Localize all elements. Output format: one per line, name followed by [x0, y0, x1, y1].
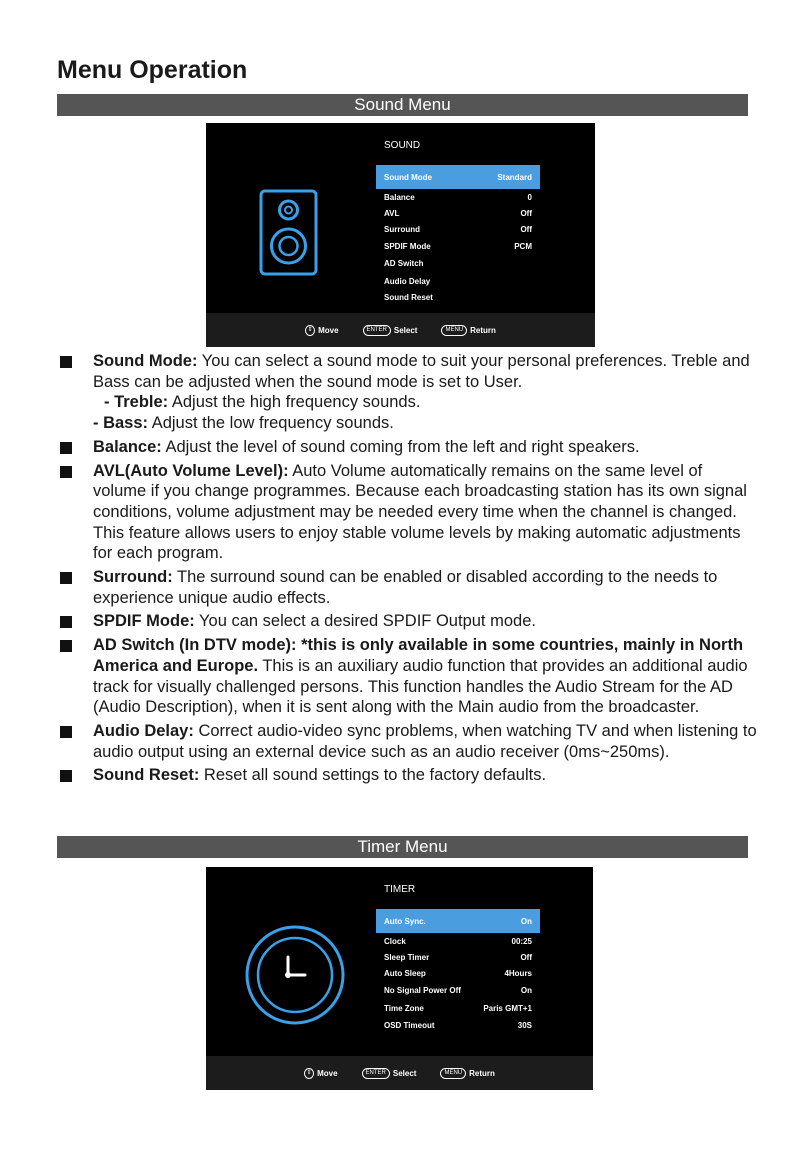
timer-menu-title: TIMER — [384, 884, 416, 895]
page-title: Menu Operation — [57, 56, 248, 84]
desc-sound-reset — [57, 765, 757, 786]
desc-term: Sound Mode: — [93, 352, 198, 370]
desc-avl — [57, 461, 757, 565]
item-value: Paris GMT+1 — [483, 1004, 532, 1013]
bullet-square-icon — [60, 770, 72, 782]
item-value: Off — [520, 209, 532, 218]
item-label: No Signal Power Off — [384, 986, 461, 995]
item-value: Off — [520, 225, 532, 234]
menu-key-icon: MENU — [440, 1068, 466, 1079]
menu-item-time-zone[interactable] — [376, 1000, 540, 1017]
move-hint — [305, 325, 338, 336]
desc-sub-bass — [93, 413, 757, 434]
item-value: Standard — [497, 172, 532, 182]
menu-item-spdif-mode[interactable] — [376, 238, 540, 255]
sub-term: - Treble: — [104, 393, 169, 412]
bullet-square-icon — [60, 356, 72, 368]
desc-spdif-mode — [57, 611, 757, 632]
desc-surround — [57, 567, 757, 608]
bullet-square-icon — [60, 572, 72, 584]
select-hint — [362, 1068, 417, 1079]
desc-audio-delay — [57, 721, 757, 762]
desc-term: SPDIF Mode: — [93, 612, 195, 631]
bullet-square-icon — [60, 640, 72, 652]
clock-icon — [243, 923, 347, 1027]
item-value: PCM — [514, 242, 532, 251]
item-label: AVL — [384, 209, 400, 218]
bullet-square-icon — [60, 726, 72, 738]
desc-text: Adjust the level of sound coming from the left and right speakers. — [161, 437, 640, 456]
move-hint — [304, 1068, 337, 1079]
item-label: SPDIF Mode — [384, 242, 431, 251]
item-label: Sound Reset — [384, 293, 433, 302]
return-label: Return — [469, 1068, 495, 1078]
sub-text: Adjust the high frequency sounds. — [168, 393, 421, 412]
sound-menu-title: SOUND — [384, 140, 421, 151]
item-label: Surround — [384, 225, 420, 234]
move-icon: ⇕ — [305, 325, 315, 336]
select-label: Select — [393, 325, 418, 335]
desc-term: Audio Delay: — [93, 721, 194, 740]
item-value: 00:25 — [511, 937, 532, 946]
select-label: Select — [392, 1068, 417, 1078]
bullet-square-icon — [60, 616, 72, 628]
return-hint — [441, 325, 495, 336]
speaker-icon — [256, 188, 326, 278]
item-label: OSD Timeout — [384, 1021, 435, 1030]
item-label: Auto Sleep — [384, 969, 426, 978]
select-hint — [363, 325, 418, 336]
enter-key-icon: ENTER — [362, 1068, 390, 1079]
item-value: 4Hours — [504, 969, 532, 978]
item-label: Sound Mode — [384, 172, 432, 182]
item-label: Clock — [384, 937, 406, 946]
menu-item-sound-mode[interactable] — [376, 165, 540, 189]
menu-item-sound-reset[interactable] — [376, 289, 540, 306]
item-value: On — [520, 986, 532, 995]
menu-item-surround[interactable] — [376, 221, 540, 238]
timer-menu-footer — [206, 1056, 593, 1090]
item-label: Audio Delay — [384, 277, 431, 286]
desc-term: Sound Reset: — [93, 766, 200, 785]
move-label: Move — [317, 1068, 338, 1078]
item-label: AD Switch — [384, 259, 424, 268]
desc-text: You can select a desired SPDIF Output mode. — [194, 612, 536, 631]
menu-item-auto-sleep[interactable] — [376, 965, 540, 982]
item-label: Sleep Timer — [384, 953, 430, 962]
menu-item-sleep-timer[interactable] — [376, 949, 540, 966]
menu-item-auto-sync[interactable] — [376, 909, 540, 933]
menu-key-icon: MENU — [441, 325, 467, 336]
desc-text: You can select a sound mode to suit your personal preferences. Treble and Bass can be adjusted when the sound mode is set to User. — [93, 352, 750, 391]
item-label: Time Zone — [384, 1004, 424, 1013]
desc-term: Balance: — [93, 437, 162, 456]
bullet-square-icon — [60, 442, 72, 454]
return-label: Return — [470, 325, 496, 335]
menu-item-no-signal-power-off[interactable] — [376, 982, 540, 999]
enter-key-icon: ENTER — [363, 325, 391, 336]
desc-text: This is an auxiliary audio function that provides an additional audio track for visually challenged persons. This function handles the Audio Stream for the AD (Audio Description), when it is sent along with the Main audio from the broadcaster. — [93, 656, 748, 717]
item-label: Balance — [384, 193, 415, 202]
menu-item-audio-delay[interactable] — [376, 273, 540, 290]
desc-sound-mode — [57, 351, 757, 434]
desc-text: The surround sound can be enabled or disabled according to the needs to experience unique audio effects. — [93, 568, 718, 607]
desc-sub-treble — [93, 392, 757, 413]
desc-text: Reset all sound settings to the factory defaults. — [199, 766, 547, 785]
menu-item-avl[interactable] — [376, 205, 540, 222]
sub-term: - Bass: — [93, 414, 149, 433]
timer-menu-screen — [206, 867, 593, 1090]
timer-menu-header: Timer Menu — [57, 836, 748, 858]
desc-balance — [57, 437, 757, 458]
item-value: 0 — [527, 193, 532, 202]
menu-item-osd-timeout[interactable] — [376, 1017, 540, 1034]
sound-descriptions — [57, 351, 757, 789]
return-hint — [440, 1068, 494, 1079]
item-value: 30S — [517, 1021, 532, 1030]
sound-menu-screen — [206, 123, 595, 347]
sound-menu-footer — [206, 313, 595, 347]
item-value: On — [520, 916, 532, 926]
menu-item-ad-switch[interactable] — [376, 255, 540, 272]
menu-item-balance[interactable] — [376, 189, 540, 206]
sub-text: Adjust the low frequency sounds. — [148, 414, 394, 433]
desc-term: AD Switch (In DTV mode): *this is only available in some countries, mainly in North America and Europe. — [93, 636, 744, 675]
move-icon: ⇕ — [304, 1068, 314, 1079]
bullet-square-icon — [60, 466, 72, 478]
item-value: Off — [520, 953, 532, 962]
desc-term: Surround: — [93, 568, 173, 587]
desc-term: AVL(Auto Volume Level): — [93, 461, 289, 480]
move-label: Move — [318, 325, 339, 335]
desc-ad-switch — [57, 635, 757, 718]
item-label: Auto Sync. — [384, 916, 426, 926]
sound-menu-header: Sound Menu — [57, 94, 748, 116]
menu-item-clock[interactable] — [376, 933, 540, 950]
desc-text: Correct audio-video sync problems, when watching TV and when listening to audio output using an external device such as an audio receiver (0ms~250ms). — [93, 721, 757, 761]
desc-text: Auto Volume automatically remains on the same level of volume if you change programmes. Because each broadcasting station has its own signal conditions, volume adjustment may be needed every time when the channel is changed. This feature allows users to enjoy stable volume levels by making automatic adjustments for each program. — [93, 461, 747, 563]
